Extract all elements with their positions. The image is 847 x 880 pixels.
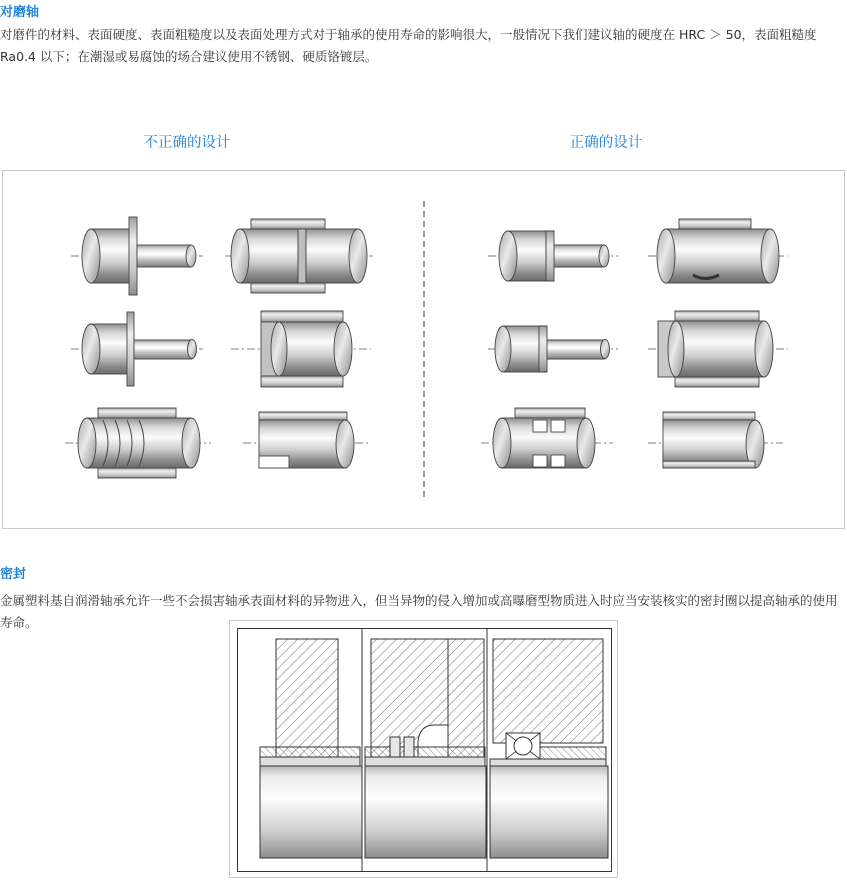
shaft-design-comparison-diagram [2, 170, 845, 529]
diagram-item-correct-1 [488, 231, 618, 281]
diagram-item-correct-6 [648, 412, 783, 468]
label-wrong-design: 不正确的设计 [143, 135, 231, 151]
section-title-sealing: 密封 [0, 567, 27, 582]
diagram-item-correct-2 [648, 219, 788, 283]
diagram-item-wrong-1 [71, 217, 203, 295]
design-comparison-svg [3, 171, 844, 528]
diagram-item-correct-5 [481, 408, 613, 468]
bearing-sealing-cross-section-diagram [229, 620, 618, 878]
diagram-item-wrong-3 [71, 312, 203, 386]
diagram-item-correct-3 [488, 326, 618, 372]
diagram-item-wrong-6 [243, 412, 371, 468]
sealing-diagram-inner-frame [237, 628, 612, 872]
section-title-mating-shaft: 对磨轴 [0, 5, 40, 20]
label-correct-design: 正确的设计 [569, 135, 643, 151]
diagram-item-wrong-2 [225, 219, 373, 293]
section-paragraph-mating-shaft: 对磨件的材料、表面硬度、表面粗糙度以及表面处理方式对于轴承的使用寿命的影响很大，一般情况下我们建议轴的硬度在 HRC ＞ 50，表面粗糙度 Ra0.4 以下；在潮湿或易腐蚀的场合建议使用不锈钢、硬质铬镀层。 [0, 27, 817, 64]
section-paragraph-sealing: 金属塑料基自润滑轴承允许一些不会损害轴承表面材料的异物进入，但当异物的侵入增加或高曝磨型物质进入时应当安装核实的密封圈以提高轴承的使用寿命。 [0, 593, 838, 630]
sealing-diagram-svg [238, 629, 611, 871]
diagram-item-wrong-5 [65, 408, 211, 478]
diagram-item-wrong-4 [231, 311, 371, 387]
diagram-item-correct-4 [648, 311, 788, 387]
